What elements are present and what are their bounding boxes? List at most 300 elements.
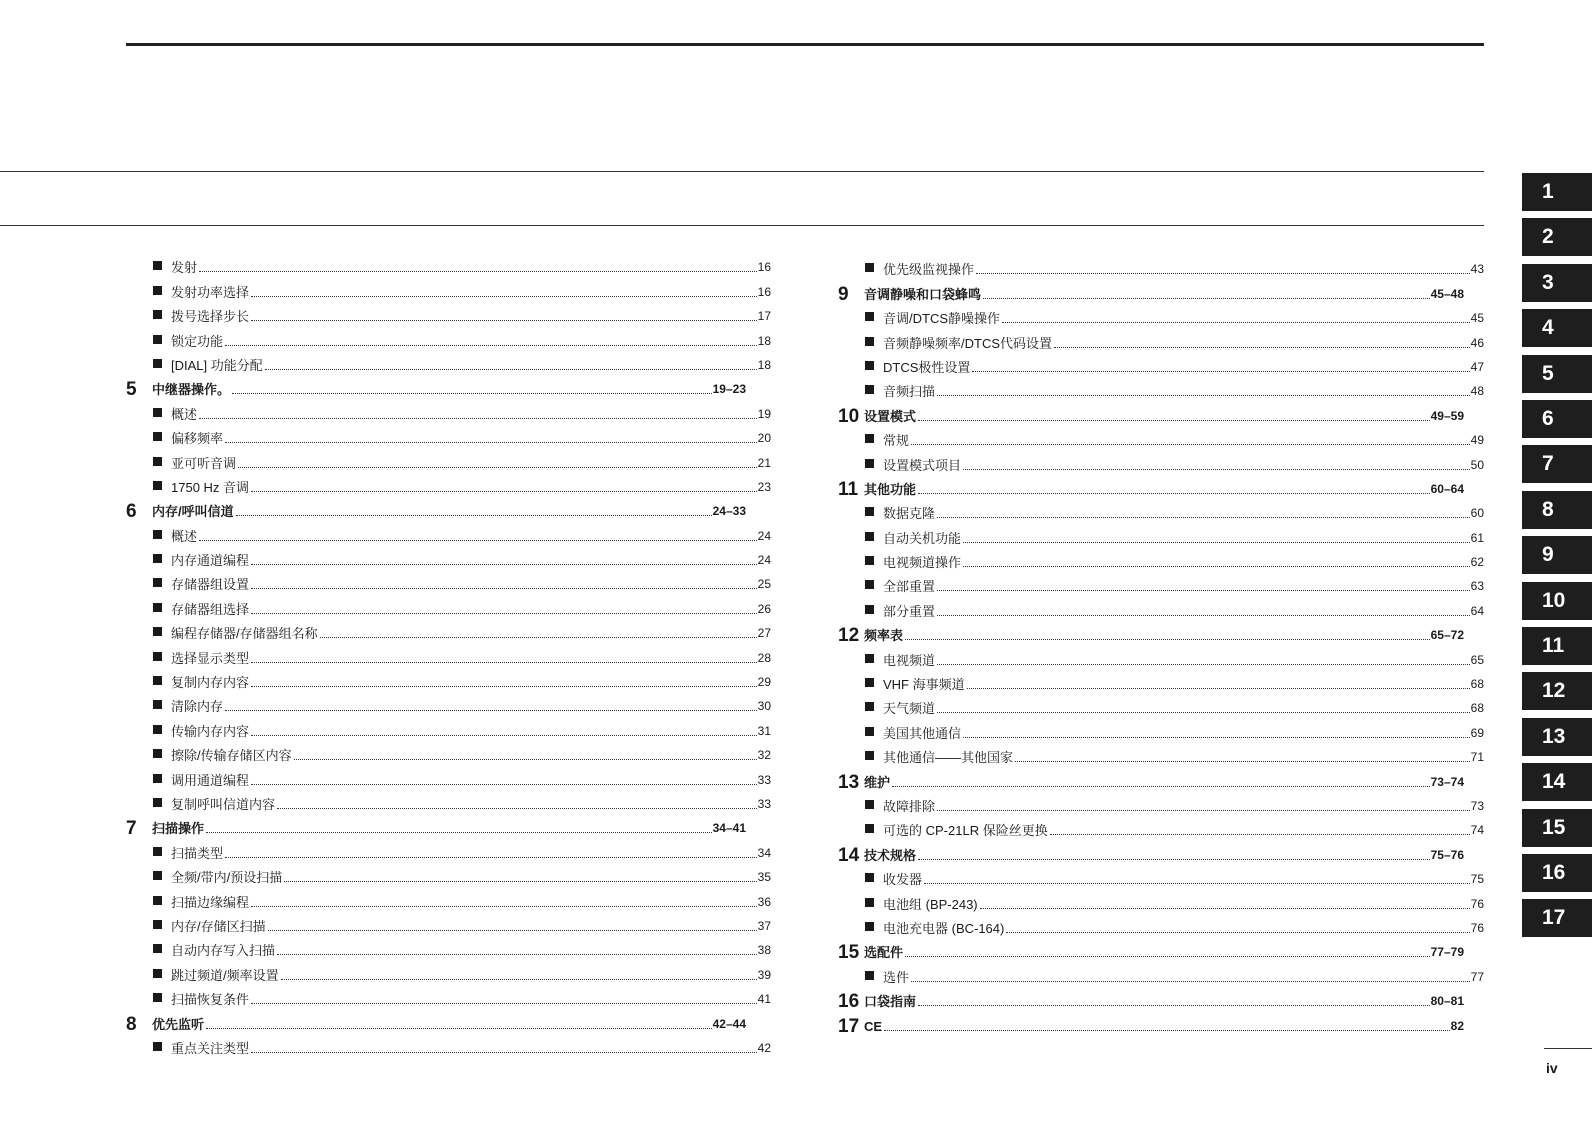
entry-label: 偏移频率 — [171, 431, 224, 447]
toc-subsection-entry[interactable] — [838, 643, 1484, 667]
chapter-tab-16[interactable]: 16 — [1522, 854, 1592, 892]
toc-subsection-entry[interactable] — [126, 958, 771, 982]
entry-label: [DIAL] 功能分配 — [171, 357, 263, 373]
entry-label: 其他通信——其他国家 — [883, 750, 1014, 766]
square-bullet-icon — [865, 605, 874, 614]
entry-label: 调用通道编程 — [171, 772, 250, 788]
toc-subsection-entry[interactable] — [838, 790, 1484, 814]
square-bullet-icon — [153, 725, 162, 734]
dot-leader — [284, 881, 756, 882]
dot-leader — [277, 954, 757, 955]
section-number: 11 — [838, 478, 859, 500]
toc-subsection-entry[interactable] — [126, 861, 771, 885]
entry-label: 故障排除 — [883, 798, 936, 814]
dot-leader — [320, 637, 757, 638]
dot-leader — [1002, 322, 1470, 323]
dot-leader — [294, 759, 757, 760]
entry-label: 优先监听 — [152, 1016, 205, 1032]
entry-label: 常规 — [883, 433, 910, 449]
entry-page-number: 42 — [757, 1040, 771, 1055]
toc-right-column — [838, 253, 1484, 1037]
dot-leader — [963, 737, 1470, 738]
toc-subsection-entry[interactable] — [838, 351, 1484, 375]
toc-subsection-entry[interactable] — [126, 251, 771, 275]
square-bullet-icon — [153, 310, 162, 319]
entry-page-number: 25 — [757, 577, 771, 592]
entry-page-number: 46 — [1470, 335, 1484, 350]
toc-subsection-entry[interactable] — [126, 519, 771, 543]
dot-leader — [1054, 347, 1470, 348]
dot-leader — [206, 832, 712, 833]
toc-subsection-entry[interactable] — [838, 302, 1484, 326]
square-bullet-icon — [153, 432, 162, 441]
square-bullet-icon — [153, 700, 162, 709]
toc-subsection-entry[interactable] — [126, 397, 771, 421]
entry-label: 电视频道操作 — [883, 555, 962, 571]
entry-page-number: 39 — [757, 967, 771, 982]
entry-label: 优先级监视操作 — [883, 262, 975, 278]
toc-section-entry[interactable] — [838, 277, 1464, 305]
dot-leader — [972, 371, 1469, 372]
toc-section-entry[interactable] — [838, 1009, 1464, 1037]
section-number: 13 — [838, 771, 860, 793]
dot-leader — [225, 710, 757, 711]
square-bullet-icon — [865, 678, 874, 687]
entry-label: 内存/存储区扫描 — [171, 918, 266, 934]
dot-leader — [967, 688, 1470, 689]
toc-subsection-entry[interactable] — [838, 448, 1484, 472]
square-bullet-icon — [865, 898, 874, 907]
dot-leader — [918, 1005, 1430, 1006]
entry-label: 编程存储器/存储器组名称 — [171, 626, 318, 642]
entry-label: 全部重置 — [883, 579, 936, 595]
toc-subsection-entry[interactable] — [126, 324, 771, 348]
dot-leader — [963, 542, 1470, 543]
chapter-tab-1[interactable]: 1 — [1522, 173, 1592, 211]
toc-subsection-entry[interactable] — [838, 814, 1484, 838]
dot-leader — [206, 1028, 712, 1029]
square-bullet-icon — [153, 969, 162, 978]
entry-label: 扫描恢复条件 — [171, 992, 250, 1008]
dot-leader — [911, 444, 1470, 445]
toc-subsection-entry[interactable] — [126, 1032, 771, 1056]
entry-label: 选择显示类型 — [171, 650, 250, 666]
square-bullet-icon — [865, 580, 874, 589]
dot-leader — [937, 615, 1470, 616]
toc-subsection-entry[interactable] — [126, 934, 771, 958]
chapter-tab-13[interactable]: 13 — [1522, 718, 1592, 756]
entry-page-number: 17 — [757, 309, 771, 324]
chapter-tab-11[interactable]: 11 — [1522, 627, 1592, 665]
entry-page-number: 18 — [757, 333, 771, 348]
toc-subsection-entry[interactable] — [838, 692, 1484, 716]
entry-label: 扫描类型 — [171, 845, 224, 861]
entry-page-number: 36 — [757, 894, 771, 909]
toc-subsection-entry[interactable] — [126, 836, 771, 860]
entry-page-number: 74 — [1470, 823, 1484, 838]
square-bullet-icon — [153, 920, 162, 929]
toc-subsection-entry[interactable] — [126, 617, 771, 641]
dot-leader — [199, 418, 757, 419]
dot-leader — [199, 540, 757, 541]
entry-page-number: 76 — [1470, 896, 1484, 911]
entry-label: 频率表 — [864, 628, 904, 644]
dot-leader — [976, 273, 1470, 274]
entry-label: 发射 — [171, 260, 198, 276]
header-rule-upper — [0, 171, 1484, 172]
toc-subsection-entry[interactable] — [838, 424, 1484, 448]
toc-subsection-entry[interactable] — [126, 300, 771, 324]
entry-page-number: 31 — [757, 723, 771, 738]
page-number-rule — [1544, 1048, 1592, 1049]
toc-subsection-entry[interactable] — [838, 546, 1484, 570]
toc-subsection-entry[interactable] — [126, 544, 771, 568]
entry-page-number: 61 — [1470, 530, 1484, 545]
entry-page-number: 20 — [757, 431, 771, 446]
square-bullet-icon — [153, 603, 162, 612]
entry-label: 扫描边缘编程 — [171, 894, 250, 910]
chapter-tab-12[interactable]: 12 — [1522, 672, 1592, 710]
chapter-tab-6[interactable]: 6 — [1522, 400, 1592, 438]
entry-page-number: 68 — [1470, 677, 1484, 692]
square-bullet-icon — [865, 727, 874, 736]
square-bullet-icon — [865, 922, 874, 931]
square-bullet-icon — [153, 335, 162, 344]
toc-subsection-entry[interactable] — [838, 960, 1484, 984]
entry-page-number: 26 — [757, 601, 771, 616]
toc-subsection-entry[interactable] — [126, 568, 771, 592]
entry-label: 擦除/传输存储区内容 — [171, 748, 292, 764]
dot-leader — [911, 981, 1470, 982]
square-bullet-icon — [153, 1042, 162, 1051]
entry-label: 复制呼叫信道内容 — [171, 796, 276, 812]
entry-label: 重点关注类型 — [171, 1040, 250, 1056]
dot-leader — [251, 564, 757, 565]
entry-label: 电视频道 — [883, 652, 936, 668]
dot-leader — [265, 369, 757, 370]
toc-section-entry[interactable] — [838, 473, 1464, 500]
dot-leader — [236, 515, 712, 516]
entry-page-number: 43 — [1470, 262, 1484, 277]
toc-subsection-entry[interactable] — [126, 641, 771, 665]
toc-section-entry[interactable] — [126, 1007, 746, 1035]
toc-subsection-entry[interactable] — [838, 668, 1484, 692]
square-bullet-icon — [865, 702, 874, 711]
toc-subsection-entry[interactable] — [126, 471, 771, 495]
entry-page-number: 16 — [757, 284, 771, 299]
toc-section-entry[interactable] — [838, 765, 1464, 793]
entry-page-number: 27 — [757, 626, 771, 641]
toc-subsection-entry[interactable] — [126, 885, 771, 909]
toc-subsection-entry[interactable] — [126, 763, 771, 787]
entry-label: 电池充电器 (BC-164) — [883, 920, 1005, 936]
dot-leader — [937, 590, 1470, 591]
dot-leader — [983, 298, 1430, 299]
toc-subsection-entry[interactable] — [838, 594, 1484, 618]
entry-label: 中继器操作。 — [152, 382, 231, 398]
entry-label: 音频扫描 — [883, 384, 936, 400]
square-bullet-icon — [865, 824, 874, 833]
square-bullet-icon — [153, 457, 162, 466]
toc-subsection-entry[interactable] — [838, 253, 1484, 277]
dot-leader — [277, 808, 757, 809]
entry-label: 发射功率选择 — [171, 284, 250, 300]
dot-leader — [199, 271, 757, 272]
square-bullet-icon — [865, 971, 874, 980]
chapter-tab-10[interactable]: 10 — [1522, 582, 1592, 620]
entry-page-number: 60–64 — [1430, 481, 1464, 496]
entry-page-number: 62 — [1470, 555, 1484, 570]
entry-page-number: 73 — [1470, 798, 1484, 813]
entry-label: 其他功能 — [864, 481, 917, 497]
dot-leader — [251, 662, 757, 663]
section-number: 6 — [126, 501, 137, 523]
toc-left-column — [126, 251, 771, 1056]
entry-page-number: 32 — [757, 748, 771, 763]
dot-leader — [251, 735, 757, 736]
entry-page-number: 24 — [757, 553, 771, 568]
entry-label: 口袋指南 — [864, 994, 917, 1010]
entry-page-number: 49–59 — [1430, 408, 1464, 423]
entry-label: 锁定功能 — [171, 333, 224, 349]
entry-page-number: 38 — [757, 943, 771, 958]
entry-label: 选件 — [883, 969, 910, 985]
toc-subsection-entry[interactable] — [126, 739, 771, 763]
toc-subsection-entry[interactable] — [838, 887, 1484, 911]
entry-label: 美国其他通信 — [883, 725, 962, 741]
chapter-tab-2[interactable]: 2 — [1522, 218, 1592, 256]
entry-label: 设置模式项目 — [883, 457, 962, 473]
square-bullet-icon — [153, 993, 162, 1002]
square-bullet-icon — [865, 556, 874, 565]
chapter-tab-3[interactable]: 3 — [1522, 264, 1592, 302]
dot-leader — [937, 712, 1470, 713]
entry-page-number: 33 — [757, 772, 771, 787]
dot-leader — [251, 1052, 757, 1053]
entry-page-number: 41 — [757, 992, 771, 1007]
top-rule — [126, 43, 1484, 46]
toc-subsection-entry[interactable] — [126, 592, 771, 616]
entry-label: 维护 — [864, 774, 891, 790]
entry-label: 拨号选择步长 — [171, 309, 250, 325]
entry-label: VHF 海事频道 — [883, 677, 965, 693]
square-bullet-icon — [153, 871, 162, 880]
entry-label: 概述 — [171, 406, 198, 422]
entry-label: 设置模式 — [864, 408, 917, 424]
entry-page-number: 77 — [1470, 969, 1484, 984]
entry-page-number: 64 — [1470, 603, 1484, 618]
chapter-tab-14[interactable]: 14 — [1522, 763, 1592, 801]
square-bullet-icon — [153, 652, 162, 661]
section-number: 15 — [838, 942, 860, 964]
entry-label: 全频/带内/预设扫描 — [171, 870, 283, 886]
toc-section-entry[interactable] — [838, 399, 1464, 427]
dot-leader — [918, 859, 1430, 860]
entry-page-number: 24 — [757, 528, 771, 543]
entry-label: 部分重置 — [883, 603, 936, 619]
entry-page-number: 16 — [757, 260, 771, 275]
dot-leader — [884, 1030, 1450, 1031]
toc-subsection-entry[interactable] — [126, 349, 771, 373]
section-number: 16 — [838, 991, 860, 1013]
toc-subsection-entry[interactable] — [838, 912, 1484, 936]
entry-label: 存储器组选择 — [171, 601, 250, 617]
entry-page-number: 65–72 — [1430, 628, 1464, 643]
toc-subsection-entry[interactable] — [126, 275, 771, 299]
toc-subsection-entry[interactable] — [838, 375, 1484, 399]
entry-label: 数据克隆 — [883, 506, 936, 522]
entry-page-number: 75–76 — [1430, 847, 1464, 862]
square-bullet-icon — [865, 337, 874, 346]
dot-leader — [251, 906, 757, 907]
entry-page-number: 77–79 — [1430, 945, 1464, 960]
square-bullet-icon — [865, 873, 874, 882]
dot-leader — [980, 908, 1470, 909]
entry-label: 音调静噪和口袋蜂鸣 — [864, 286, 982, 302]
square-bullet-icon — [153, 530, 162, 539]
entry-label: 音调/DTCS静噪操作 — [883, 311, 1001, 327]
toc-section-entry[interactable] — [838, 936, 1464, 964]
toc-subsection-entry[interactable] — [126, 666, 771, 690]
toc-subsection-entry[interactable] — [838, 863, 1484, 887]
square-bullet-icon — [865, 434, 874, 443]
entry-label: 传输内存内容 — [171, 723, 250, 739]
toc-subsection-entry[interactable] — [126, 446, 771, 470]
entry-page-number: 63 — [1470, 579, 1484, 594]
dot-leader — [918, 420, 1430, 421]
entry-page-number: 82 — [1450, 1018, 1464, 1033]
dot-leader — [963, 566, 1470, 567]
entry-label: DTCS极性设置 — [883, 359, 971, 375]
entry-page-number: 68 — [1470, 701, 1484, 716]
dot-leader — [251, 613, 757, 614]
toc-section-entry[interactable] — [126, 495, 746, 523]
entry-label: 技术规格 — [864, 847, 917, 863]
entry-page-number: 42–44 — [712, 1016, 746, 1031]
entry-page-number: 34–41 — [712, 821, 746, 836]
entry-label: 电池组 (BP-243) — [883, 896, 978, 912]
square-bullet-icon — [865, 751, 874, 760]
toc-section-entry[interactable] — [838, 619, 1464, 647]
toc-subsection-entry[interactable] — [838, 570, 1484, 594]
square-bullet-icon — [865, 507, 874, 516]
toc-section-entry[interactable] — [126, 373, 746, 401]
square-bullet-icon — [153, 896, 162, 905]
chapter-tab-7[interactable]: 7 — [1522, 445, 1592, 483]
header-rule-lower — [0, 225, 1484, 226]
dot-leader — [225, 345, 757, 346]
dot-leader — [937, 810, 1470, 811]
entry-page-number: 60 — [1470, 506, 1484, 521]
entry-page-number: 19–23 — [712, 382, 746, 397]
square-bullet-icon — [153, 554, 162, 563]
toc-subsection-entry[interactable] — [838, 521, 1484, 545]
entry-page-number: 30 — [757, 699, 771, 714]
entry-page-number: 28 — [757, 650, 771, 665]
entry-page-number: 50 — [1470, 457, 1484, 472]
entry-page-number: 34 — [757, 845, 771, 860]
chapter-tab-4[interactable]: 4 — [1522, 309, 1592, 347]
dot-leader — [268, 930, 757, 931]
dot-leader — [251, 296, 757, 297]
entry-page-number: 24–33 — [712, 504, 746, 519]
square-bullet-icon — [865, 654, 874, 663]
toc-subsection-entry[interactable] — [838, 716, 1484, 740]
entry-page-number: 23 — [757, 479, 771, 494]
dot-leader — [1006, 932, 1469, 933]
square-bullet-icon — [153, 286, 162, 295]
toc-section-entry[interactable] — [838, 985, 1464, 1013]
square-bullet-icon — [865, 459, 874, 468]
entry-label: 自动内存写入扫描 — [171, 943, 276, 959]
section-number: 17 — [838, 1015, 860, 1037]
dot-leader — [937, 664, 1470, 665]
toc-subsection-entry[interactable] — [126, 910, 771, 934]
entry-label: 天气频道 — [883, 701, 936, 717]
toc-subsection-entry[interactable] — [126, 983, 771, 1007]
entry-page-number: 65 — [1470, 652, 1484, 667]
entry-page-number: 21 — [757, 455, 771, 470]
square-bullet-icon — [865, 532, 874, 541]
toc-subsection-entry[interactable] — [838, 326, 1484, 350]
dot-leader — [251, 686, 757, 687]
entry-page-number: 75 — [1470, 872, 1484, 887]
square-bullet-icon — [153, 261, 162, 270]
dot-leader — [225, 857, 757, 858]
square-bullet-icon — [153, 408, 162, 417]
dot-leader — [937, 395, 1470, 396]
entry-label: 跳过频道/频率设置 — [171, 967, 279, 983]
entry-page-number: 29 — [757, 675, 771, 690]
entry-label: 内存/呼叫信道 — [152, 504, 234, 520]
page-number: iv — [1546, 1060, 1558, 1076]
entry-label: 扫描操作 — [152, 821, 205, 837]
square-bullet-icon — [153, 578, 162, 587]
entry-label: 选配件 — [864, 945, 904, 961]
entry-label: 概述 — [171, 528, 198, 544]
toc-subsection-entry[interactable] — [126, 788, 771, 812]
entry-page-number: 71 — [1470, 750, 1484, 765]
entry-page-number: 45–48 — [1430, 286, 1464, 301]
square-bullet-icon — [153, 944, 162, 953]
chapter-tab-8[interactable]: 8 — [1522, 491, 1592, 529]
dot-leader — [918, 493, 1430, 494]
dot-leader — [225, 442, 757, 443]
toc-subsection-entry[interactable] — [126, 422, 771, 446]
toc-subsection-entry[interactable] — [126, 714, 771, 738]
entry-label: 1750 Hz 音调 — [171, 479, 250, 495]
toc-subsection-entry[interactable] — [838, 741, 1484, 765]
chapter-tab-9[interactable]: 9 — [1522, 536, 1592, 574]
chapter-tab-17[interactable]: 17 — [1522, 899, 1592, 937]
chapter-tab-5[interactable]: 5 — [1522, 355, 1592, 393]
square-bullet-icon — [865, 312, 874, 321]
entry-page-number: 35 — [757, 870, 771, 885]
toc-subsection-entry[interactable] — [838, 497, 1484, 521]
chapter-tab-15[interactable]: 15 — [1522, 809, 1592, 847]
square-bullet-icon — [865, 361, 874, 370]
toc-section-entry[interactable] — [838, 838, 1464, 866]
entry-page-number: 45 — [1470, 311, 1484, 326]
toc-subsection-entry[interactable] — [126, 690, 771, 714]
dot-leader — [251, 491, 757, 492]
section-number: 14 — [838, 844, 860, 866]
entry-label: 存储器组设置 — [171, 577, 250, 593]
square-bullet-icon — [153, 676, 162, 685]
square-bullet-icon — [865, 385, 874, 394]
dot-leader — [905, 956, 1430, 957]
toc-section-entry[interactable] — [126, 812, 746, 840]
